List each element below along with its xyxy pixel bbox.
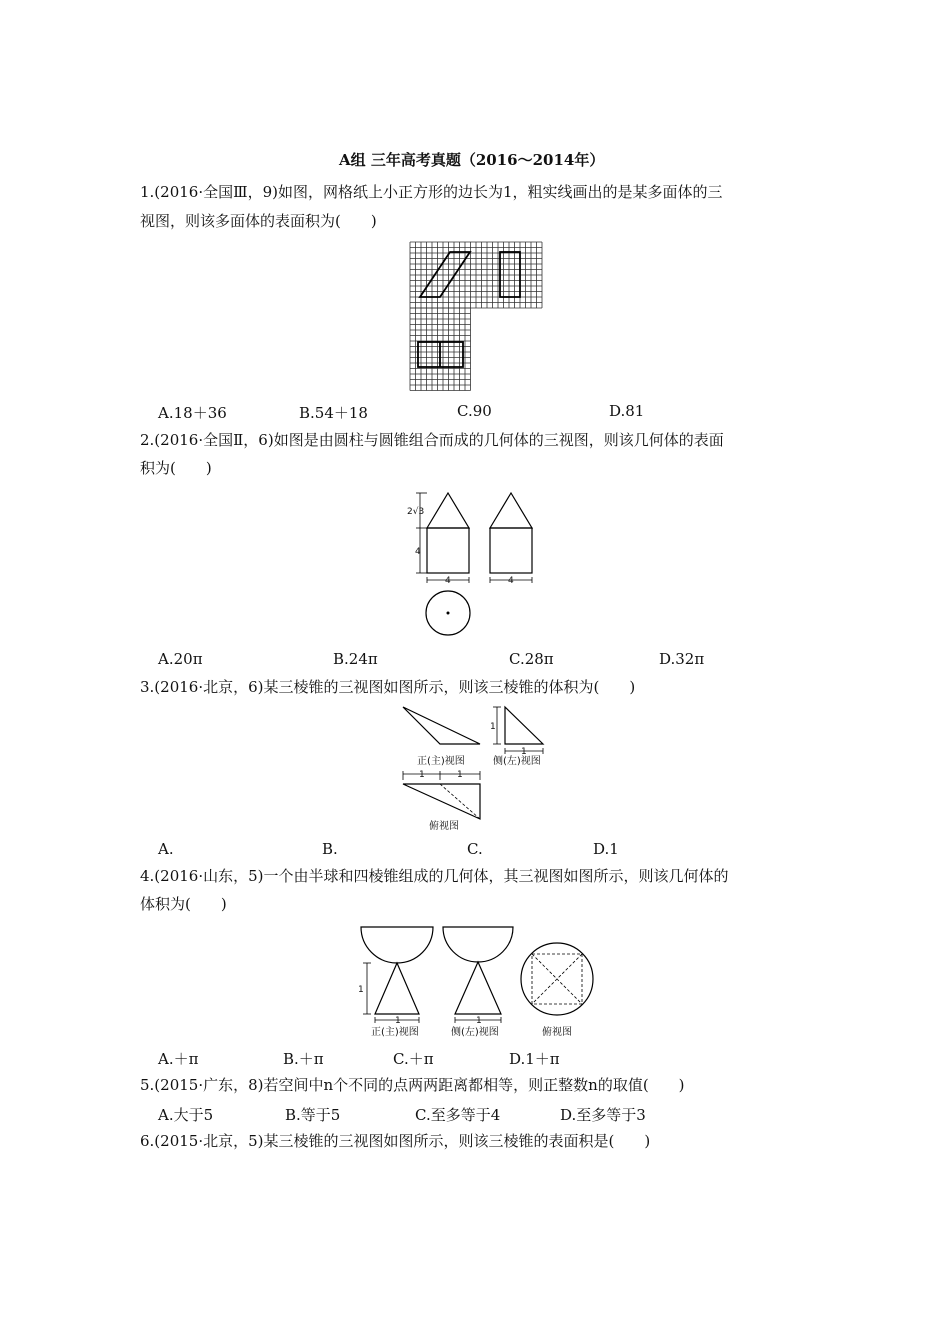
question-1-option-b[interactable]: B.54＋18 — [299, 404, 368, 422]
question-4-figure — [355, 922, 595, 1040]
question-5-option-b[interactable]: B.等于5 — [285, 1106, 341, 1124]
q3-side-view-caption: 侧(左)视图 — [493, 756, 541, 767]
question-2-text: 2.(2016·全国Ⅱ，6)如图是由圆柱与圆锥组合而成的几何体的三视图，则该几何体的表面 — [140, 431, 724, 449]
question-4-option-a[interactable]: A.＋π — [158, 1050, 199, 1068]
question-3-option-b[interactable]: B. — [322, 840, 338, 858]
question-4-option-b[interactable]: B.＋π — [283, 1050, 324, 1068]
question-1-text: 1.(2016·全国Ⅲ，9)如图，网格纸上小正方形的边长为1，粗实线画出的是某多面体的三 — [140, 183, 723, 201]
section-title: A组 三年高考真题（2016～2014年） — [339, 151, 605, 169]
q3-side-height-label: 1 — [490, 722, 496, 732]
question-3-option-d[interactable]: D.1 — [593, 840, 619, 858]
q3-side-width-label: 1 — [521, 747, 527, 757]
question-3-text: 3.(2016·北京，6)某三棱锥的三视图如图所示，则该三棱锥的体积为( ) — [140, 678, 636, 696]
question-2-option-c[interactable]: C.28π — [509, 650, 554, 668]
question-4-option-c[interactable]: C.＋π — [393, 1050, 434, 1068]
question-1-text-cont: 视图，则该多面体的表面积为( ) — [140, 212, 377, 230]
q4-side-view-caption: 侧(左)视图 — [451, 1027, 499, 1038]
question-6-text: 6.(2015·北京，5)某三棱锥的三视图如图所示，则该三棱锥的表面积是( ) — [140, 1132, 651, 1150]
q3-top-left-label: 1 — [419, 770, 425, 780]
q4-front-width-label: 1 — [395, 1016, 401, 1026]
question-2-option-b[interactable]: B.24π — [333, 650, 378, 668]
q2-cone-height-label: 2√3 — [407, 507, 425, 517]
question-2-option-a[interactable]: A.20π — [158, 650, 203, 668]
question-1-option-c[interactable]: C.90 — [457, 402, 492, 420]
question-1-option-d[interactable]: D.81 — [609, 402, 645, 420]
question-3-option-c[interactable]: C. — [467, 840, 483, 858]
question-3-figure — [395, 702, 555, 832]
q4-height-label: 1 — [358, 985, 364, 995]
question-5-option-c[interactable]: C.至多等于4 — [415, 1106, 501, 1124]
question-2-figure — [405, 488, 555, 638]
q2-width-side-label: 4 — [508, 576, 514, 586]
q3-front-view-caption: 正(主)视图 — [417, 756, 465, 767]
question-5-option-d[interactable]: D.至多等于3 — [560, 1106, 646, 1124]
question-1-figure — [410, 242, 542, 394]
q4-front-view-caption: 正(主)视图 — [371, 1027, 419, 1038]
question-4-option-d[interactable]: D.1＋π — [509, 1050, 560, 1068]
q3-top-view-caption: 俯视图 — [429, 821, 459, 832]
question-1-option-a[interactable]: A.18＋36 — [158, 404, 227, 422]
question-4-text-cont: 体积为( ) — [140, 895, 227, 913]
question-5-text: 5.(2015·广东，8)若空间中n个不同的点两两距离都相等，则正整数n的取值( ) — [140, 1076, 685, 1094]
q4-top-view-caption: 俯视图 — [542, 1027, 572, 1038]
question-5-option-a[interactable]: A.大于5 — [158, 1106, 214, 1124]
question-2-option-d[interactable]: D.32π — [659, 650, 705, 668]
q4-side-width-label: 1 — [476, 1016, 482, 1026]
q3-top-right-label: 1 — [457, 770, 463, 780]
question-4-text: 4.(2016·山东，5)一个由半球和四棱锥组成的几何体，其三视图如图所示，则该几何体的 — [140, 867, 729, 885]
q2-cyl-height-label: 4 — [415, 547, 421, 557]
q2-width-front-label: 4 — [445, 576, 451, 586]
question-2-text-cont: 积为( ) — [140, 459, 212, 477]
question-3-option-a[interactable]: A. — [158, 840, 174, 858]
